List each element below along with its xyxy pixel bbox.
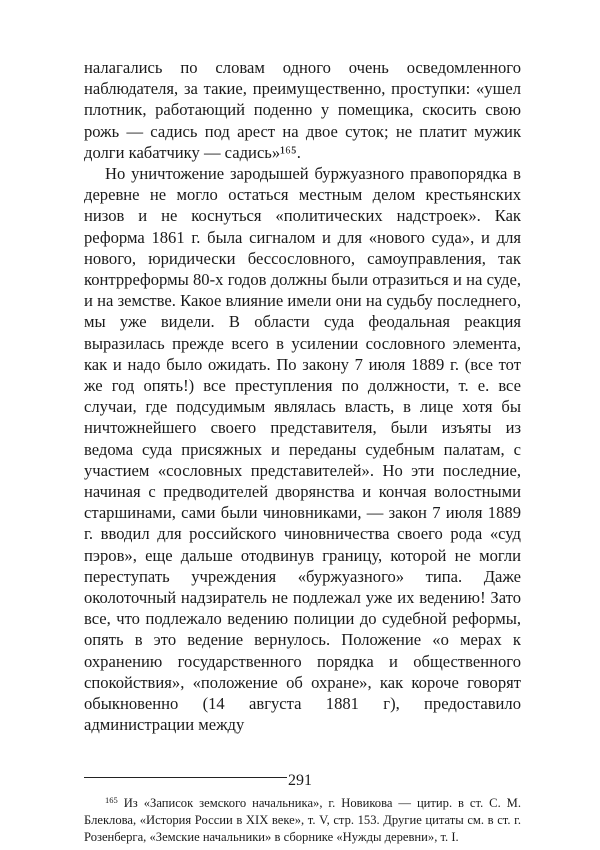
footnote-number: 165 bbox=[105, 794, 118, 805]
footnote bbox=[84, 792, 521, 846]
page-number: 291 bbox=[288, 772, 312, 789]
paragraph-2: Но уничтожение зародышей буржуазного правопорядка в деревне не могло остаться местным делом крестьянских низов и не коснуться «политических надстроек». Как реформа 1861 г. была сигналом и для «нового суда», и для нового, юридически бессословного, самоуправления, так контрреформы 80-х годов должны были отразиться и на суде, и на земстве. Какое влияние имели они на судьбу последнего, мы уже видели. В области суда феодальная реакция выразилась прежде всего в усилении сословного элемента, как и надо было ожидать. По закону 7 июля 1889 г. (все тот же год опять!) все преступления по должности, т. е. все случаи, где подсудимым являлась власть, в лице хотя бы ничтожнейшего своего представителя, были изъяты из ведома суда присяжных и переданы судебным палатам, с участием «сословных представителей». Но эти последние, начиная с предводителей дворянства и кончая волостными старшинами, сами были чиновниками, — закон 7 июля 1889 г. вводил для российского чиновничества своего рода «суд пэров», еще дальше отодвинув границу, которой не могли переступать учреждения «буржуазного» типа. Даже околоточный надзиратель не подлежал уже их ведению! Зато все, что подлежало ведению полиции до судебной реформы, опять в это ведение вернулось. Положение «о мерах к охранению государственного порядка и общественного спокойствия», «положение об охране», как короче говорят обыкновенно (14 августа 1881 г), предоставило администрации между bbox=[84, 164, 521, 735]
main-text bbox=[84, 57, 521, 736]
page-body bbox=[84, 57, 521, 846]
paragraph-1: налагались по словам одного очень осведомленного наблюдателя, за такие, преимущественно, проступки: «ушел плотник, работающий поденно у помещика, скосить свою рожь — садись под арест на двое суток; не платит мужик долги кабатчику — садись»¹⁶⁵. bbox=[84, 58, 521, 162]
footnote-text: Из «Записок земского начальника», г. Новикова — цитир. в ст. С. М. Блеклова, «История России в XIX веке», т. V, стр. 153. Другие цитаты см. в ст. г. Розенберга, «Земские начальники» в сборнике «Нужды деревни», т. I. bbox=[84, 795, 522, 844]
